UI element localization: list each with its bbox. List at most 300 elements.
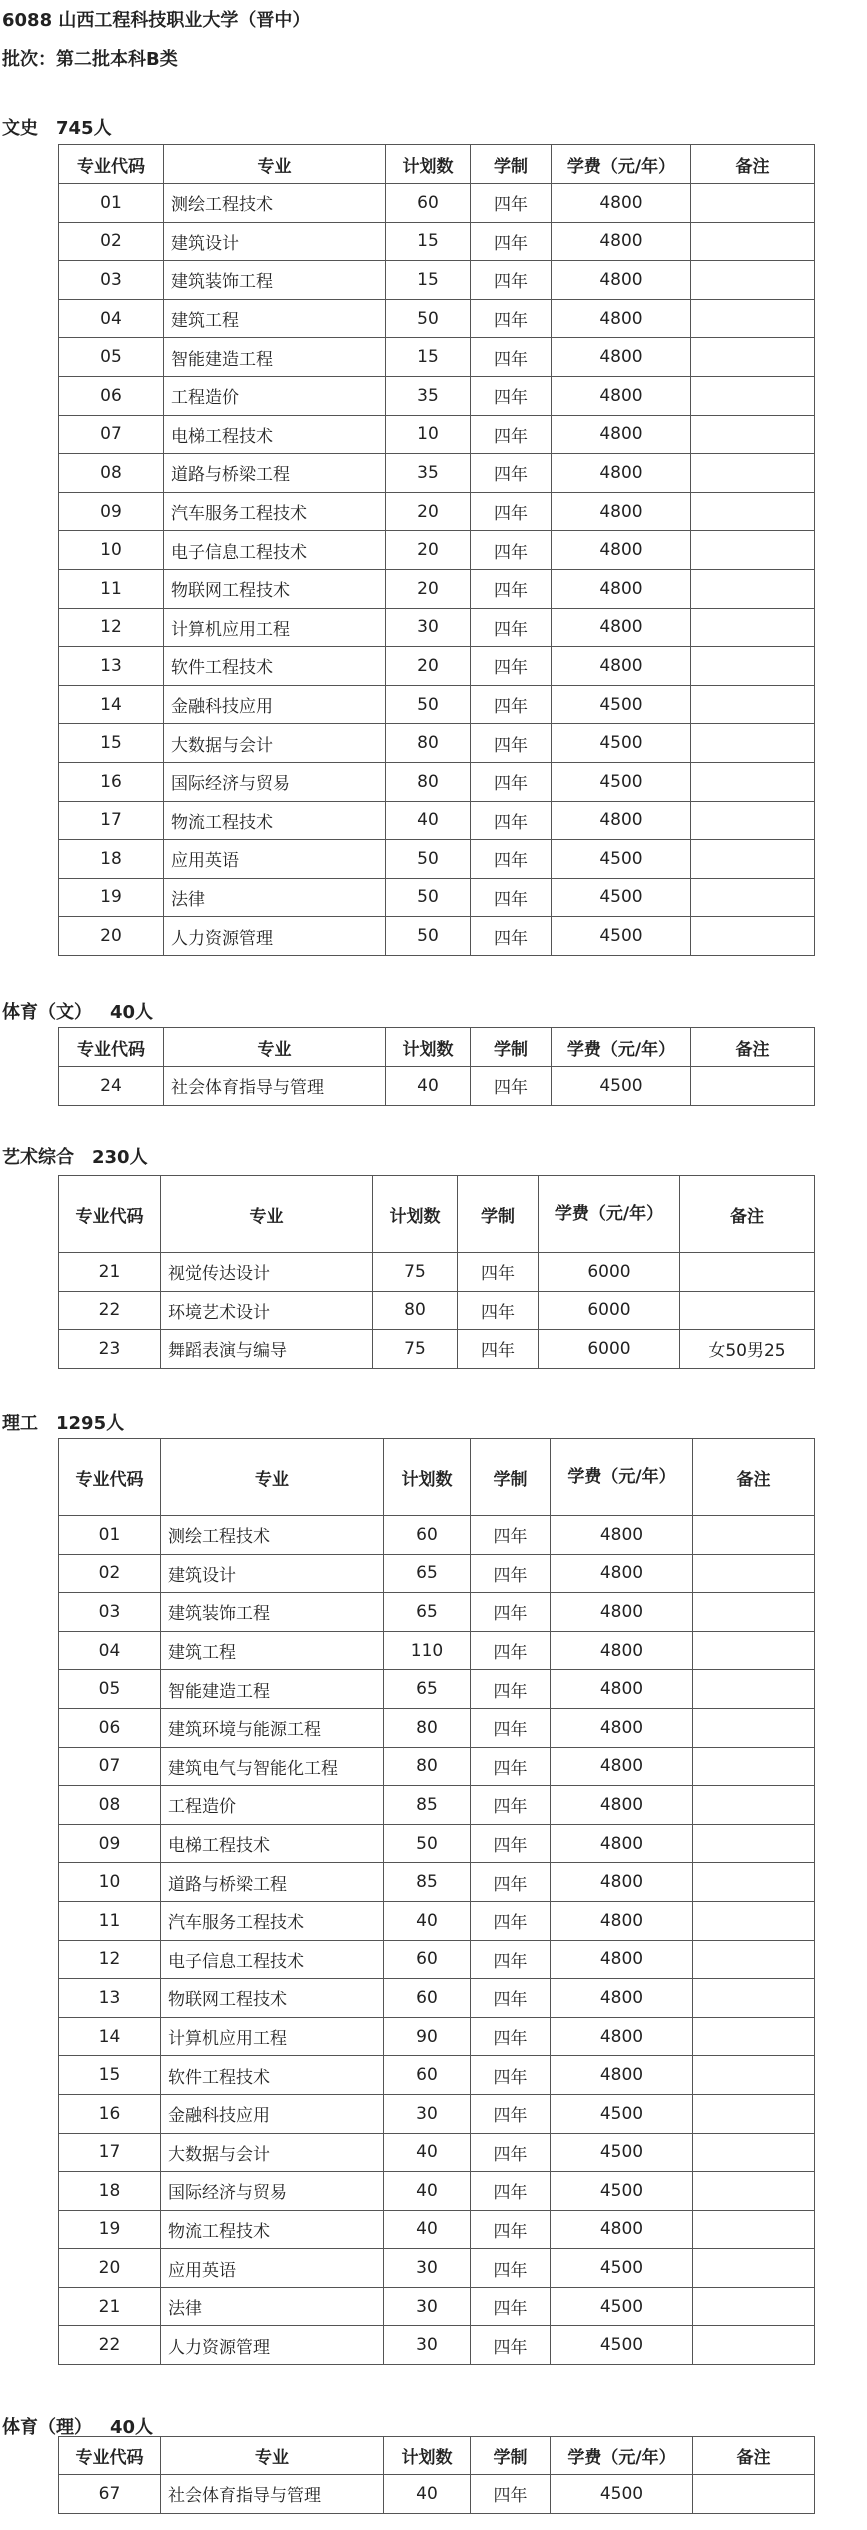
table-row bbox=[59, 1554, 815, 1593]
cell-major: 测绘工程技术 bbox=[161, 1516, 384, 1555]
table-row bbox=[59, 184, 815, 223]
cell-code: 04 bbox=[59, 1631, 161, 1670]
cell-fee: 4800 bbox=[551, 2210, 693, 2249]
cell-major: 国际经济与贸易 bbox=[161, 2172, 384, 2211]
table-row bbox=[59, 2249, 815, 2288]
cell-code: 09 bbox=[59, 1824, 161, 1863]
cell-plan: 80 bbox=[373, 1291, 458, 1330]
cell-plan: 60 bbox=[384, 1979, 471, 2018]
cell-code: 11 bbox=[59, 1901, 161, 1940]
cell-code: 16 bbox=[59, 2094, 161, 2133]
cell-note bbox=[691, 801, 815, 840]
batch-label: 批次：第二批本科B类 bbox=[2, 49, 178, 70]
cell-plan: 40 bbox=[386, 801, 471, 840]
cell-note bbox=[693, 1516, 815, 1555]
header-fee: 学费（元/年） bbox=[539, 1176, 680, 1253]
cell-fee: 4500 bbox=[551, 2094, 693, 2133]
cell-plan: 15 bbox=[386, 222, 471, 261]
table-row bbox=[59, 454, 815, 493]
table-row bbox=[59, 1253, 815, 1292]
header-major: 专业 bbox=[161, 1439, 384, 1516]
cell-fee: 4800 bbox=[552, 492, 691, 531]
cell-code: 67 bbox=[59, 2475, 161, 2514]
cell-length: 四年 bbox=[471, 1516, 551, 1555]
table-row bbox=[59, 878, 815, 917]
cell-major: 汽车服务工程技术 bbox=[161, 1901, 384, 1940]
table-row bbox=[59, 917, 815, 956]
cell-note bbox=[691, 1067, 815, 1106]
section-label bbox=[2, 998, 153, 1024]
cell-length: 四年 bbox=[471, 2287, 551, 2326]
header-fee: 学费（元/年） bbox=[551, 2437, 693, 2475]
cell-note bbox=[693, 2287, 815, 2326]
header-major: 专业 bbox=[161, 1176, 373, 1253]
cell-major: 人力资源管理 bbox=[164, 917, 386, 956]
cell-length: 四年 bbox=[471, 376, 552, 415]
cell-plan: 75 bbox=[373, 1253, 458, 1292]
cell-code: 22 bbox=[59, 2326, 161, 2365]
cell-fee: 4800 bbox=[551, 1786, 693, 1825]
cell-major: 法律 bbox=[161, 2287, 384, 2326]
cell-fee: 4500 bbox=[551, 2475, 693, 2514]
cell-note bbox=[693, 2210, 815, 2249]
cell-length: 四年 bbox=[471, 184, 552, 223]
cell-plan: 60 bbox=[384, 1516, 471, 1555]
cell-code: 20 bbox=[59, 917, 164, 956]
header-plan: 计划数 bbox=[384, 1439, 471, 1516]
cell-major: 国际经济与贸易 bbox=[164, 762, 386, 801]
header-length: 学制 bbox=[458, 1176, 539, 1253]
cell-note bbox=[693, 2017, 815, 2056]
cell-major: 视觉传达设计 bbox=[161, 1253, 373, 1292]
cell-length: 四年 bbox=[471, 492, 552, 531]
cell-note bbox=[691, 685, 815, 724]
cell-code: 06 bbox=[59, 376, 164, 415]
header-length: 学制 bbox=[471, 2437, 551, 2475]
cell-fee: 4800 bbox=[551, 1670, 693, 1709]
cell-code: 01 bbox=[59, 184, 164, 223]
cell-major: 软件工程技术 bbox=[164, 647, 386, 686]
cell-major: 社会体育指导与管理 bbox=[161, 2475, 384, 2514]
table-header-row bbox=[59, 2437, 815, 2475]
cell-length: 四年 bbox=[471, 531, 552, 570]
cell-length: 四年 bbox=[471, 1554, 551, 1593]
cell-major: 物联网工程技术 bbox=[161, 1979, 384, 2018]
table-row bbox=[59, 801, 815, 840]
cell-plan: 50 bbox=[386, 685, 471, 724]
cell-length: 四年 bbox=[471, 1901, 551, 1940]
cell-fee: 4800 bbox=[552, 184, 691, 223]
header-code: 专业代码 bbox=[59, 1439, 161, 1516]
table-row bbox=[59, 1940, 815, 1979]
table-row bbox=[59, 2172, 815, 2211]
header-note: 备注 bbox=[693, 1439, 815, 1516]
cell-major: 计算机应用工程 bbox=[161, 2017, 384, 2056]
cell-fee: 4800 bbox=[552, 299, 691, 338]
header-note: 备注 bbox=[680, 1176, 815, 1253]
cell-length: 四年 bbox=[471, 1670, 551, 1709]
cell-code: 03 bbox=[59, 1593, 161, 1632]
cell-note bbox=[691, 222, 815, 261]
cell-length: 四年 bbox=[471, 222, 552, 261]
cell-plan: 80 bbox=[386, 762, 471, 801]
table-row bbox=[59, 1291, 815, 1330]
cell-note bbox=[693, 1901, 815, 1940]
cell-major: 汽车服务工程技术 bbox=[164, 492, 386, 531]
cell-length: 四年 bbox=[471, 762, 552, 801]
section-table bbox=[58, 1438, 815, 2365]
cell-major: 道路与桥梁工程 bbox=[164, 454, 386, 493]
cell-fee: 4500 bbox=[551, 2326, 693, 2365]
cell-length: 四年 bbox=[471, 1979, 551, 2018]
section-name: 体育（理） bbox=[2, 2417, 92, 2438]
cell-plan: 65 bbox=[384, 1670, 471, 1709]
cell-length: 四年 bbox=[458, 1330, 539, 1369]
cell-length: 四年 bbox=[471, 1631, 551, 1670]
cell-fee: 4800 bbox=[552, 222, 691, 261]
cell-code: 11 bbox=[59, 569, 164, 608]
cell-plan: 30 bbox=[386, 608, 471, 647]
cell-code: 12 bbox=[59, 1940, 161, 1979]
cell-code: 08 bbox=[59, 1786, 161, 1825]
cell-fee: 4800 bbox=[552, 647, 691, 686]
cell-note bbox=[693, 1786, 815, 1825]
cell-major: 物流工程技术 bbox=[164, 801, 386, 840]
cell-length: 四年 bbox=[471, 299, 552, 338]
section-name: 理工 bbox=[2, 1413, 38, 1434]
cell-code: 03 bbox=[59, 261, 164, 300]
table-row bbox=[59, 1979, 815, 2018]
cell-length: 四年 bbox=[471, 415, 552, 454]
cell-plan: 15 bbox=[386, 261, 471, 300]
cell-major: 社会体育指导与管理 bbox=[164, 1067, 386, 1106]
cell-fee: 4800 bbox=[552, 376, 691, 415]
section-name: 艺术综合 bbox=[2, 1147, 74, 1168]
section-label bbox=[2, 1409, 124, 1435]
cell-code: 07 bbox=[59, 415, 164, 454]
cell-length: 四年 bbox=[471, 2017, 551, 2056]
cell-length: 四年 bbox=[471, 1067, 552, 1106]
cell-major: 道路与桥梁工程 bbox=[161, 1863, 384, 1902]
cell-length: 四年 bbox=[471, 2094, 551, 2133]
cell-plan: 80 bbox=[386, 724, 471, 763]
header-code: 专业代码 bbox=[59, 145, 164, 184]
cell-fee: 6000 bbox=[539, 1291, 680, 1330]
cell-note bbox=[693, 2172, 815, 2211]
cell-fee: 4800 bbox=[551, 1901, 693, 1940]
table-header-row bbox=[59, 1176, 815, 1253]
cell-note bbox=[691, 569, 815, 608]
cell-plan: 50 bbox=[386, 299, 471, 338]
cell-note bbox=[691, 762, 815, 801]
cell-note bbox=[691, 299, 815, 338]
table-row bbox=[59, 299, 815, 338]
cell-major: 工程造价 bbox=[161, 1786, 384, 1825]
cell-note bbox=[693, 2326, 815, 2365]
table-header-row bbox=[59, 1028, 815, 1067]
cell-fee: 4500 bbox=[552, 878, 691, 917]
header-note: 备注 bbox=[693, 2437, 815, 2475]
header-major: 专业 bbox=[164, 145, 386, 184]
cell-plan: 35 bbox=[386, 376, 471, 415]
cell-major: 金融科技应用 bbox=[164, 685, 386, 724]
cell-plan: 30 bbox=[384, 2249, 471, 2288]
cell-note bbox=[691, 376, 815, 415]
cell-fee: 4800 bbox=[551, 1593, 693, 1632]
cell-plan: 50 bbox=[386, 840, 471, 879]
cell-code: 19 bbox=[59, 878, 164, 917]
cell-code: 13 bbox=[59, 647, 164, 686]
cell-note bbox=[691, 261, 815, 300]
cell-note bbox=[691, 840, 815, 879]
cell-plan: 20 bbox=[386, 492, 471, 531]
cell-note bbox=[691, 878, 815, 917]
cell-major: 测绘工程技术 bbox=[164, 184, 386, 223]
table-header-row bbox=[59, 1439, 815, 1516]
cell-fee: 4800 bbox=[552, 415, 691, 454]
cell-note bbox=[693, 1940, 815, 1979]
section-count: 745人 bbox=[56, 118, 112, 139]
cell-code: 13 bbox=[59, 1979, 161, 2018]
section-table bbox=[58, 2436, 815, 2514]
table-row bbox=[59, 1863, 815, 1902]
header-plan: 计划数 bbox=[386, 145, 471, 184]
cell-fee: 4800 bbox=[552, 338, 691, 377]
cell-fee: 4800 bbox=[551, 1554, 693, 1593]
cell-plan: 85 bbox=[384, 1786, 471, 1825]
cell-major: 计算机应用工程 bbox=[164, 608, 386, 647]
cell-major: 金融科技应用 bbox=[161, 2094, 384, 2133]
section-name: 文史 bbox=[2, 118, 38, 139]
cell-note bbox=[693, 1863, 815, 1902]
header-length: 学制 bbox=[471, 145, 552, 184]
cell-length: 四年 bbox=[471, 608, 552, 647]
table-row bbox=[59, 1670, 815, 1709]
table-row bbox=[59, 1593, 815, 1632]
cell-code: 07 bbox=[59, 1747, 161, 1786]
cell-code: 08 bbox=[59, 454, 164, 493]
cell-fee: 4800 bbox=[552, 569, 691, 608]
cell-plan: 75 bbox=[373, 1330, 458, 1369]
cell-code: 14 bbox=[59, 2017, 161, 2056]
cell-major: 法律 bbox=[164, 878, 386, 917]
page-title: 6088 山西工程科技职业大学（晋中） bbox=[2, 10, 311, 31]
cell-code: 18 bbox=[59, 840, 164, 879]
cell-length: 四年 bbox=[471, 2326, 551, 2365]
cell-plan: 20 bbox=[386, 647, 471, 686]
table-row bbox=[59, 647, 815, 686]
header-code: 专业代码 bbox=[59, 2437, 161, 2475]
cell-code: 17 bbox=[59, 801, 164, 840]
cell-plan: 60 bbox=[384, 1940, 471, 1979]
cell-code: 22 bbox=[59, 1291, 161, 1330]
cell-plan: 50 bbox=[384, 1824, 471, 1863]
cell-fee: 4800 bbox=[552, 608, 691, 647]
table-row bbox=[59, 608, 815, 647]
cell-fee: 4800 bbox=[552, 454, 691, 493]
cell-length: 四年 bbox=[471, 2133, 551, 2172]
cell-code: 09 bbox=[59, 492, 164, 531]
cell-note bbox=[693, 1593, 815, 1632]
cell-plan: 60 bbox=[384, 2056, 471, 2095]
cell-code: 10 bbox=[59, 1863, 161, 1902]
cell-plan: 80 bbox=[384, 1747, 471, 1786]
cell-length: 四年 bbox=[471, 2475, 551, 2514]
table-row bbox=[59, 222, 815, 261]
cell-note: 女50男25 bbox=[680, 1330, 815, 1369]
cell-plan: 50 bbox=[386, 878, 471, 917]
cell-length: 四年 bbox=[471, 801, 552, 840]
cell-note bbox=[693, 2056, 815, 2095]
table-row bbox=[59, 762, 815, 801]
cell-major: 电梯工程技术 bbox=[164, 415, 386, 454]
section-name: 体育（文） bbox=[2, 1002, 92, 1023]
cell-code: 21 bbox=[59, 1253, 161, 1292]
cell-note bbox=[691, 531, 815, 570]
cell-code: 20 bbox=[59, 2249, 161, 2288]
cell-length: 四年 bbox=[471, 2172, 551, 2211]
cell-major: 电子信息工程技术 bbox=[161, 1940, 384, 1979]
cell-plan: 65 bbox=[384, 1554, 471, 1593]
cell-major: 建筑设计 bbox=[164, 222, 386, 261]
cell-code: 17 bbox=[59, 2133, 161, 2172]
table-row bbox=[59, 2210, 815, 2249]
table-row bbox=[59, 1631, 815, 1670]
table-row bbox=[59, 1067, 815, 1106]
cell-length: 四年 bbox=[471, 2210, 551, 2249]
header-note: 备注 bbox=[691, 145, 815, 184]
cell-major: 建筑环境与能源工程 bbox=[161, 1708, 384, 1747]
cell-note bbox=[691, 724, 815, 763]
table-header-row bbox=[59, 145, 815, 184]
cell-note bbox=[693, 2133, 815, 2172]
cell-fee: 4500 bbox=[552, 762, 691, 801]
cell-plan: 85 bbox=[384, 1863, 471, 1902]
cell-plan: 20 bbox=[386, 569, 471, 608]
cell-note bbox=[693, 1670, 815, 1709]
cell-length: 四年 bbox=[471, 1593, 551, 1632]
cell-plan: 110 bbox=[384, 1631, 471, 1670]
table-row bbox=[59, 724, 815, 763]
header-fee: 学费（元/年） bbox=[551, 1439, 693, 1516]
cell-code: 24 bbox=[59, 1067, 164, 1106]
cell-major: 软件工程技术 bbox=[161, 2056, 384, 2095]
cell-length: 四年 bbox=[471, 840, 552, 879]
cell-code: 16 bbox=[59, 762, 164, 801]
section-count: 1295人 bbox=[56, 1413, 125, 1434]
cell-length: 四年 bbox=[471, 2056, 551, 2095]
table-row bbox=[59, 2475, 815, 2514]
cell-plan: 40 bbox=[384, 1901, 471, 1940]
cell-plan: 30 bbox=[384, 2326, 471, 2365]
cell-note bbox=[693, 2249, 815, 2288]
cell-plan: 20 bbox=[386, 531, 471, 570]
cell-code: 04 bbox=[59, 299, 164, 338]
cell-major: 应用英语 bbox=[164, 840, 386, 879]
table-row bbox=[59, 1901, 815, 1940]
header-fee: 学费（元/年） bbox=[552, 1028, 691, 1067]
cell-note bbox=[693, 2475, 815, 2514]
header-major: 专业 bbox=[161, 2437, 384, 2475]
header-fee: 学费（元/年） bbox=[552, 145, 691, 184]
cell-fee: 4800 bbox=[551, 1979, 693, 2018]
table-row bbox=[59, 415, 815, 454]
cell-note bbox=[691, 608, 815, 647]
cell-fee: 4500 bbox=[552, 724, 691, 763]
cell-fee: 4500 bbox=[552, 685, 691, 724]
cell-note bbox=[693, 1631, 815, 1670]
cell-major: 环境艺术设计 bbox=[161, 1291, 373, 1330]
cell-fee: 4800 bbox=[551, 1940, 693, 1979]
cell-code: 06 bbox=[59, 1708, 161, 1747]
cell-length: 四年 bbox=[471, 724, 552, 763]
cell-plan: 10 bbox=[386, 415, 471, 454]
cell-note bbox=[693, 1824, 815, 1863]
cell-note bbox=[693, 2094, 815, 2133]
cell-major: 智能建造工程 bbox=[164, 338, 386, 377]
cell-length: 四年 bbox=[471, 1747, 551, 1786]
cell-note bbox=[693, 1554, 815, 1593]
cell-length: 四年 bbox=[471, 917, 552, 956]
cell-length: 四年 bbox=[471, 569, 552, 608]
cell-major: 大数据与会计 bbox=[164, 724, 386, 763]
cell-major: 电梯工程技术 bbox=[161, 1824, 384, 1863]
header-plan: 计划数 bbox=[386, 1028, 471, 1067]
cell-note bbox=[691, 647, 815, 686]
section-count: 230人 bbox=[92, 1147, 148, 1168]
cell-note bbox=[691, 184, 815, 223]
cell-note bbox=[680, 1253, 815, 1292]
header-code: 专业代码 bbox=[59, 1176, 161, 1253]
cell-length: 四年 bbox=[471, 1940, 551, 1979]
cell-plan: 40 bbox=[384, 2475, 471, 2514]
section-count: 40人 bbox=[110, 2417, 154, 2438]
cell-code: 18 bbox=[59, 2172, 161, 2211]
section-table bbox=[58, 144, 815, 956]
table-row bbox=[59, 261, 815, 300]
cell-code: 23 bbox=[59, 1330, 161, 1369]
section-count: 40人 bbox=[110, 1002, 154, 1023]
cell-code: 05 bbox=[59, 1670, 161, 1709]
header-note: 备注 bbox=[691, 1028, 815, 1067]
cell-code: 12 bbox=[59, 608, 164, 647]
cell-code: 21 bbox=[59, 2287, 161, 2326]
table-row bbox=[59, 338, 815, 377]
cell-major: 应用英语 bbox=[161, 2249, 384, 2288]
cell-length: 四年 bbox=[471, 878, 552, 917]
cell-fee: 4500 bbox=[552, 840, 691, 879]
cell-major: 大数据与会计 bbox=[161, 2133, 384, 2172]
cell-fee: 4500 bbox=[552, 1067, 691, 1106]
header-major: 专业 bbox=[164, 1028, 386, 1067]
cell-major: 建筑装饰工程 bbox=[164, 261, 386, 300]
cell-major: 物联网工程技术 bbox=[164, 569, 386, 608]
cell-code: 02 bbox=[59, 222, 164, 261]
cell-major: 建筑电气与智能化工程 bbox=[161, 1747, 384, 1786]
table-row bbox=[59, 1330, 815, 1369]
section-label bbox=[2, 114, 112, 140]
cell-plan: 40 bbox=[384, 2172, 471, 2211]
cell-code: 10 bbox=[59, 531, 164, 570]
cell-fee: 4800 bbox=[552, 801, 691, 840]
table-row bbox=[59, 2094, 815, 2133]
table-row bbox=[59, 1516, 815, 1555]
cell-fee: 4800 bbox=[551, 1708, 693, 1747]
cell-length: 四年 bbox=[471, 1708, 551, 1747]
header-length: 学制 bbox=[471, 1028, 552, 1067]
cell-length: 四年 bbox=[471, 261, 552, 300]
table-row bbox=[59, 685, 815, 724]
